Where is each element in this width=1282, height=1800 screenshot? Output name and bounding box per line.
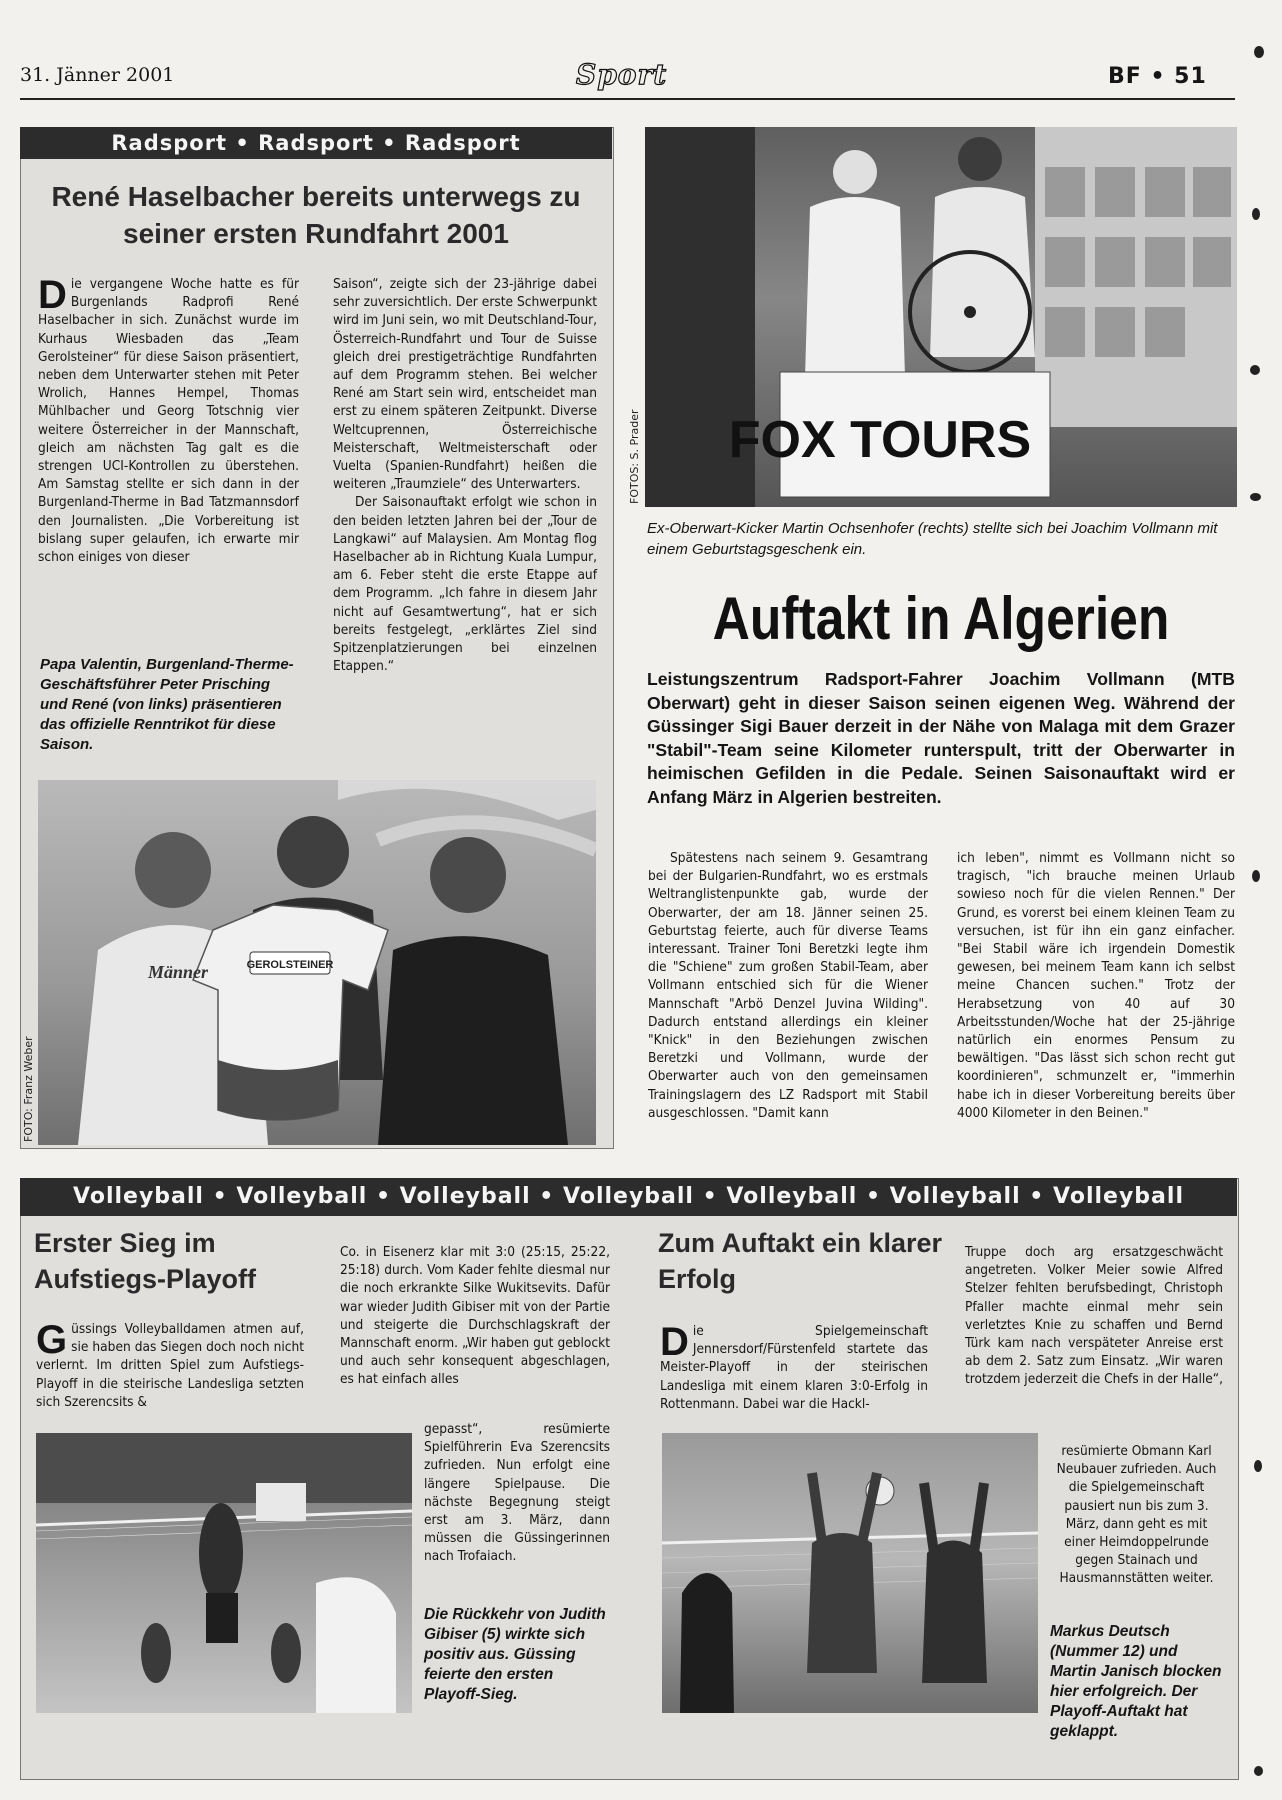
algerien-caption: Ex-Oberwart-Kicker Martin Ochsenhofer (rechts) stellte sich bei Joachim Vollmann mit einem Geburtstagsgeschenk ein. bbox=[647, 520, 1218, 558]
volley-left-headline: Erster Sieg im Aufstiegs-Playoff bbox=[34, 1228, 257, 1294]
header-rule bbox=[20, 98, 1235, 100]
issue-date: 31. Jänner 2001 bbox=[20, 64, 175, 86]
margin-mark bbox=[1254, 1766, 1263, 1776]
algerien-photo-credit: FOTOS: S. Prader bbox=[628, 409, 641, 504]
volley-right-headline: Zum Auftakt ein klarer Erfolg bbox=[658, 1228, 943, 1294]
algerien-photo bbox=[645, 127, 1237, 507]
volley-left-caption: Die Rückkehr von Judith Gibiser (5) wirkte sich positiv aus. Güssing feierte den ersten Playoff-Sieg. bbox=[424, 1606, 606, 1703]
volley-left-text-2a: Co. in Eisenerz klar mit 3:0 (25:15, 25:22, 25:18) durch. Vom Kader fehlte diesmal nur die noch erkrankte Silke Wukitsevits. Dafür war wieder Judith Gibiser mit von der Partie und steigerte die Durchschlagskraft der Mannschaft enorm. „Wir haben gut geblockt und auch sehr konsequent abgeschlagen, es hat einfach alles bbox=[340, 1244, 610, 1388]
volley-right-text-2b: resümierte Obmann Karl Neubauer zufrieden. Auch die Spielgemeinschaft pausiert nun bis zum 3. März, dann geht es mit einer Heimdoppelrunde gegen Stainach und Hausmannstätten weiter. bbox=[1056, 1443, 1217, 1587]
algerien-text-2: ich leben", nimmt es Vollmann nicht so tragisch, "ich brauche meinen Urlaub sowieso noch für die vielen Rennen." Der Grund, es vorerst bei einem kleinen Team zu versuchen, ist für ihn ein ganz einfacher. "Bei Stabil wäre ich irgendein Domestik gewesen, bei meinem Team kann ich selbst meine Chancen suchen." Trotz der Herabsetzung von 40 auf 30 Arbeitsstunden/Woche hat der 25-jährige natürlich ein enormes Pensum zu bewältigen. "Das lässt sich schon recht gut koordinieren", schmunzelt er, "immerhin habe ich in dieser Vorbereitung bereits über 4000 Kilometer in den Beinen." bbox=[957, 850, 1235, 1121]
margin-mark bbox=[1252, 208, 1260, 220]
radsport-dropcap: D bbox=[38, 273, 67, 317]
volley-right-column-1 bbox=[660, 1322, 928, 1413]
volley-right-photo bbox=[662, 1433, 1038, 1713]
page-number: BF • 51 bbox=[1108, 64, 1207, 89]
volley-right-column-2b bbox=[1050, 1442, 1223, 1588]
margin-mark bbox=[1254, 1460, 1262, 1472]
jersey-text: GEROLSTEINER bbox=[246, 959, 334, 971]
radsport-column-2 bbox=[333, 275, 597, 675]
radsport-photo bbox=[38, 780, 596, 1145]
margin-mark bbox=[1250, 365, 1260, 375]
volley-right-text-2a: Truppe doch arg ersatzgeschwächt angetreten. Volker Meier sowie Alfred Stelzer fehlten berufsbedingt, Christoph Pfaller machte einmal mehr sein verletztes Knie zu schaffen und Bernd Türk kam nach verspäteter Anreise erst ab dem 2. Satz zum Einsatz. „Wir waren trotzdem jederzeit die Chefs in der Halle“, bbox=[965, 1244, 1223, 1388]
radsport-column-1 bbox=[38, 275, 299, 566]
radsport-text-1: ie vergangene Woche hatte es für Burgenlands Radprofi René Haselbacher in sich. Zunächst wurde im Kurhaus Wiesbaden das „Team Gerolsteiner“ für diese Saison präsentiert, neben dem Unterwarter stehen mit Peter Wrolich, Hannes Hempel, Thomas Mühlbacher und Georg Totschnig vier weitere Österreicher in der Mannschaft, gleich am nächsten Tag galt es die strengen UCI-Kontrollen zu überstehen. Am Samstag stellte er sich dann in der Burgenland-Therme in Bad Tatzmannsdorf den Journalisten. „Die Vorbereitung ist bislang super gelaufen, ich erwarte mir schon einiges von dieser bbox=[38, 276, 299, 566]
radsport-headline: René Haselbacher bereits unterwegs zu seiner ersten Rundfahrt 2001 bbox=[51, 181, 581, 249]
volley-left-column-2a bbox=[340, 1243, 610, 1389]
fox-tours-sign: FOX TOURS bbox=[728, 411, 1032, 469]
algerien-photo-scene bbox=[645, 127, 1237, 507]
algerien-column-1 bbox=[648, 849, 928, 1122]
section-title: Sport bbox=[576, 58, 668, 91]
volley-right-dropcap: D bbox=[660, 1320, 689, 1364]
algerien-headline: Auftakt in Algerien bbox=[712, 585, 1170, 652]
margin-mark bbox=[1254, 46, 1264, 58]
volley-left-dropcap: G bbox=[36, 1318, 68, 1362]
volley-right-text-1: ie Spielgemeinschaft Jennersdorf/Fürstenfeld startete das Meister-Playoff in der steirischen Landesliga mit einem klaren 3:0-Erfolg in Rottenmann. Dabei war die Hackl- bbox=[660, 1323, 928, 1412]
algerien-column-2 bbox=[957, 849, 1235, 1122]
radsport-photo-scene bbox=[38, 780, 596, 1145]
volley-left-photo-scene bbox=[36, 1433, 412, 1713]
radsport-banner: Radsport • Radsport • Radsport bbox=[20, 127, 612, 159]
radsport-photo-credit: FOTO: Franz Weber bbox=[22, 1036, 35, 1142]
volley-left-column-2b bbox=[424, 1420, 610, 1566]
radsport-caption: Papa Valentin, Burgenland-Therme-Geschäftsführer Peter Prisching und René (von links) präsentieren das offizielle Renntrikot für diese Saison. bbox=[40, 656, 294, 753]
volley-left-text-2b: gepasst“, resümierte Spielführerin Eva Szerencsits zufrieden. Nun erfolgt eine längere Spielpause. Die nächste Begegnung steigt erst am 3. März, dann müssen die Güssingerinnen nach Trofaiach. bbox=[424, 1421, 610, 1565]
algerien-lead: Leistungszentrum Radsport-Fahrer Joachim Vollmann (MTB Oberwart) geht in dieser Saison seinen eigenen Weg. Während der Güssinger Sigi Bauer derzeit in der Nähe von Malaga mit dem Grazer "Stabil"-Team seine Kilometer runterspult, tritt der Oberwarter in heimischen Gefilden in die Pedale. Seinen Saisonauftakt wird er Anfang März in Algerien bestreiten. bbox=[647, 669, 1235, 807]
volley-left-text-1: üssings Volleyballdamen atmen auf, sie haben das Siegen doch noch nicht verlernt. Im dritten Spiel zum Aufstiegs-Playoff in die steirische Landesliga setzten sich Szerencsits & bbox=[36, 1321, 304, 1410]
margin-mark bbox=[1250, 493, 1261, 501]
volley-right-photo-scene bbox=[662, 1433, 1038, 1713]
volley-right-column-2a bbox=[965, 1243, 1223, 1389]
margin-mark bbox=[1252, 870, 1260, 882]
volley-left-photo bbox=[36, 1433, 412, 1713]
volley-right-caption: Markus Deutsch (Nummer 12) und Martin Janisch blocken hier erfolgreich. Der Playoff-Auftakt hat geklappt. bbox=[1050, 1623, 1222, 1740]
algerien-text-1: Spätestens nach seinem 9. Gesamtrang bei der Bulgarien-Rundfahrt, wo es erstmals Weltranglistenpunkte gab, wurde der Oberwarter, der am 18. Jänner seinen 25. Geburtstag feierte, auch für diverse Teams interessant. Trainer Toni Beretzki legte ihm die "Schiene" zum großen Stabil-Team, aber Vollmann entschied sich für die Wiener Mannschaft "Arbö Denzel Juvina Wilding". Dadurch entstand allerdings ein kleiner "Knick" in den Beziehungen zwischen Beretzki und Vollmann, wurde der Oberwarter auch von den gemeinsamen Trainingslagern des LZ Radsport mit Stabil ausgeschlossen. "Damit kann bbox=[648, 850, 928, 1121]
shirt-text: Männer bbox=[148, 962, 209, 982]
radsport-text-2b: Der Saisonauftakt erfolgt wie schon in den beiden letzten Jahren bei der „Tour de Langkawi“ auf Malaysien. Am Montag flog Haselbacher ab in Richtung Kuala Lumpur, am 6. Feber steht die erste Etappe auf dem Programm. „Ich fahre in diesem Jahr nicht auf Gesamtwertung“, hat er sich bereits festgelegt, „erklärtes Ziel sind Spitzenplatzierungen bei einzelnen Etappen.“ bbox=[333, 494, 597, 675]
volley-left-column-1 bbox=[36, 1320, 304, 1411]
volleyball-banner: Volleyball • Volleyball • Volleyball • Volleyball • Volleyball • Volleyball • Volleyball bbox=[20, 1178, 1237, 1216]
radsport-text-2a: Saison“, zeigte sich der 23-jährige dabei sehr zuversichtlich. Der erste Schwerpunkt wird im Juni sein, wo mit Deutschland-Tour, Österreich-Rundfahrt und Tour de Suisse gleich drei prestigeträchtige Rundfahrten auf dem Programm stehen. Bei welcher René am Start sein wird, entscheidet man erst zu einem späteren Zeitpunkt. Diverse Weltcuprennen, Österreichische Meisterschaft, Weltmeisterschaft oder Vuelta (Spanien-Rundfahrt) heißen die weiteren „Traumziele“ des Unterwarters. bbox=[333, 276, 597, 493]
